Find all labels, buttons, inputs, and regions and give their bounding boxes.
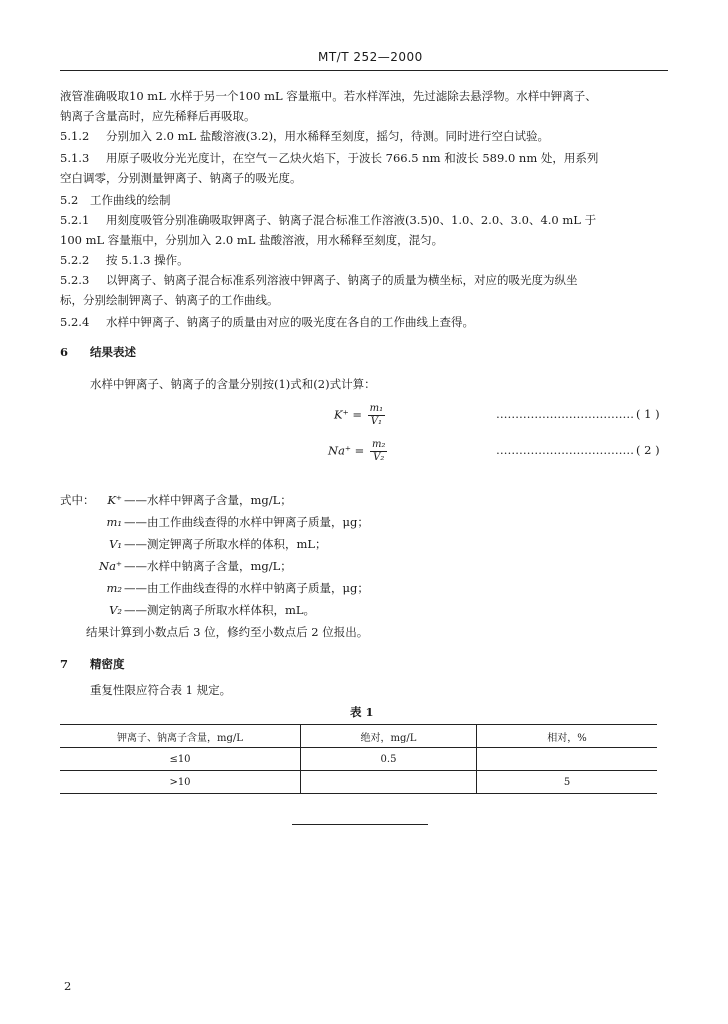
page-number: 2 — [64, 979, 72, 993]
equation-leader: ……………………………… — [496, 443, 634, 457]
fraction-denominator: V₂ — [373, 452, 385, 463]
fraction-numerator: m₂ — [371, 439, 386, 450]
section-intro: 重复性限应符合表 1 规定。 — [90, 683, 232, 697]
clause-text: 用刻度吸管分别准确吸取钾离子、钠离子混合标准工作溶液(3.5)0、1.0、2.0、3.0、4.0 mL 于 — [106, 213, 597, 227]
fraction-denominator: V₁ — [370, 416, 382, 427]
clause-number: 5.1.2 — [60, 129, 90, 143]
clause-text: 按 5.1.3 操作。 — [106, 253, 189, 267]
fraction — [368, 404, 386, 427]
clause-text: 标，分别绘制钾离子、钠离子的工作曲线。 — [60, 293, 279, 307]
equation-number: ( 1 ) — [636, 407, 660, 421]
clause-text: 水样中钾离子、钠离子的质量由对应的吸光度在各自的工作曲线上查得。 — [106, 315, 474, 329]
table-cell: 0.5 — [301, 748, 477, 771]
clause-number: 5.2.1 — [60, 213, 90, 227]
document-code: MT/T 252—2000 — [318, 50, 423, 64]
clause-number: 5.2.2 — [60, 253, 90, 267]
table-row — [60, 748, 657, 771]
table-cell — [301, 771, 477, 794]
table-header-row — [60, 725, 657, 748]
definition-symbol: V₂ — [109, 603, 122, 617]
header-rule — [60, 70, 668, 71]
table-row — [60, 771, 657, 794]
table-header-cell: 钾离子、钠离子含量，mg/L — [60, 725, 301, 748]
definition-text: ——水样中钠离子含量，mg/L； — [124, 559, 292, 573]
clause-number: 5.2.3 — [60, 273, 90, 287]
clause-number: 5.2 — [60, 193, 79, 207]
equation-2 — [328, 440, 387, 463]
clause-number: 5.2.4 — [60, 315, 90, 329]
table-header-cell: 绝对，mg/L — [301, 725, 477, 748]
table-cell — [477, 748, 658, 771]
definition-text: ——由工作曲线查得的水样中钠离子质量，μg； — [124, 581, 369, 595]
clause-text: 以钾离子、钠离子混合标准系列溶液中钾离子、钠离子的质量为横坐标，对应的吸光度为纵坐 — [106, 273, 578, 287]
table-header-cell: 相对，% — [477, 725, 658, 748]
section-title: 精密度 — [90, 657, 125, 671]
clause-text: 空白调零，分别测量钾离子、钠离子的吸光度。 — [60, 171, 302, 185]
clause-text: 分别加入 2.0 mL 盐酸溶液(3.2)，用水稀释至刻度，摇匀，待测。同时进行空白试验。 — [106, 129, 550, 143]
equation-leader: ……………………………… — [496, 407, 634, 421]
table-cell: ≤10 — [60, 748, 301, 771]
equation-number: ( 2 ) — [636, 443, 660, 457]
definition-text: ——水样中钾离子含量，mg/L； — [124, 493, 292, 507]
table-caption: 表 1 — [350, 705, 374, 719]
paragraph-line: 液管准确吸取10 mL 水样于另一个100 mL 容量瓶中。若水样浑浊，先过滤除去悬浮物。水样中钾离子、 — [60, 89, 597, 103]
definition-symbol: V₁ — [109, 537, 122, 551]
end-of-standard-rule — [292, 824, 428, 825]
table-cell: >10 — [60, 771, 301, 794]
definition-symbol: K⁺ — [107, 493, 122, 507]
result-note: 结果计算到小数点后 3 位，修约至小数点后 2 位报出。 — [86, 625, 369, 639]
precision-table — [60, 724, 657, 794]
section-title: 结果表述 — [90, 345, 136, 359]
clause-text: 用原子吸收分光光度计，在空气－乙炔火焰下，于波长 766.5 nm 和波长 589.0 nm 处，用系列 — [106, 151, 599, 165]
definition-text: ——由工作曲线查得的水样中钾离子质量，μg； — [124, 515, 369, 529]
fraction — [370, 440, 388, 463]
definition-symbol: m₂ — [106, 581, 122, 595]
equation-1 — [334, 404, 385, 427]
clause-text: 100 mL 容量瓶中，分别加入 2.0 mL 盐酸溶液，用水稀释至刻度，混匀。 — [60, 233, 444, 247]
clause-title: 工作曲线的绘制 — [90, 193, 171, 207]
section-number: 6 — [60, 345, 69, 359]
paragraph-line: 钠离子含量高时，应先稀释后再吸取。 — [60, 109, 256, 123]
clause-number: 5.1.3 — [60, 151, 90, 165]
where-label: 式中： — [60, 493, 95, 507]
definition-text: ——测定钾离子所取水样的体积，mL； — [124, 537, 327, 551]
equation-lhs: K⁺ = — [334, 407, 366, 422]
fraction-numerator: m₁ — [369, 403, 384, 414]
section-number: 7 — [60, 657, 69, 671]
definition-symbol: m₁ — [106, 515, 122, 529]
definition-text: ——测定钠离子所取水样体积，mL。 — [124, 603, 316, 617]
definition-symbol: Na⁺ — [99, 559, 122, 573]
table-cell: 5 — [477, 771, 658, 794]
equation-lhs: Na⁺ = — [328, 443, 368, 458]
section-intro: 水样中钾离子、钠离子的含量分别按(1)式和(2)式计算： — [90, 377, 376, 391]
